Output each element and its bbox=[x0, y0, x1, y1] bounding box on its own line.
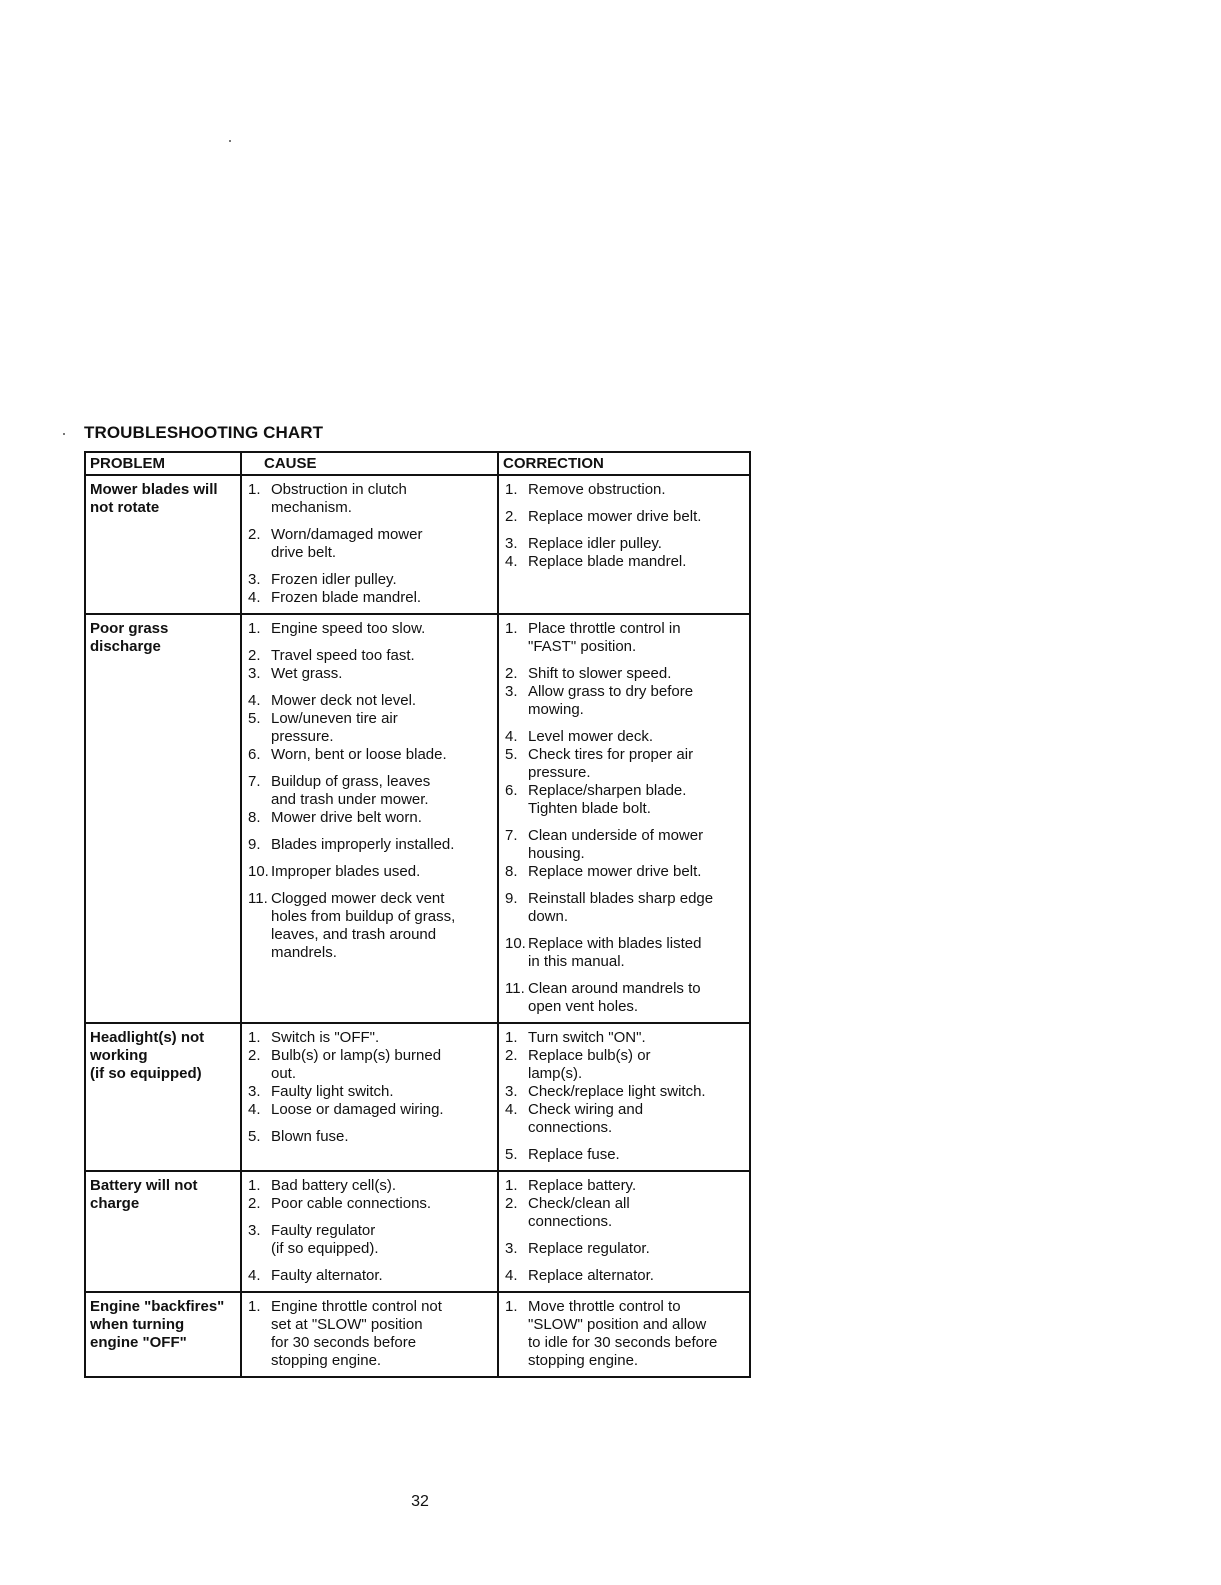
list-item bbox=[246, 890, 493, 962]
item-number: 3. bbox=[505, 683, 518, 700]
item-text: Bulb(s) or lamp(s) burned out. bbox=[271, 1047, 442, 1082]
item-text: Replace bulb(s) or lamp(s). bbox=[528, 1047, 651, 1082]
correction-cell bbox=[498, 1023, 750, 1171]
list-item bbox=[503, 728, 745, 746]
item-number: 10. bbox=[505, 935, 526, 952]
item-text: Replace with blades listed in this manual. bbox=[528, 935, 702, 970]
problem-cell bbox=[85, 475, 241, 614]
item-text: Low/uneven tire air pressure. bbox=[271, 710, 398, 745]
item-text: Frozen idler pulley. bbox=[271, 571, 397, 588]
item-text: Level mower deck. bbox=[528, 728, 654, 745]
item-number: 1. bbox=[505, 481, 518, 498]
item-number: 6. bbox=[248, 746, 261, 763]
list-item bbox=[503, 1298, 745, 1370]
item-number: 3. bbox=[505, 1240, 518, 1257]
correction-cell bbox=[498, 475, 750, 614]
list-item bbox=[503, 1195, 745, 1231]
item-text: Replace mower drive belt. bbox=[528, 508, 702, 525]
page-number: 32 bbox=[411, 1493, 429, 1510]
correction-list bbox=[503, 481, 745, 571]
item-number: 5. bbox=[505, 1146, 518, 1163]
item-number: 4. bbox=[505, 728, 518, 745]
item-number: 9. bbox=[248, 836, 261, 853]
list-item bbox=[246, 647, 493, 665]
list-item bbox=[246, 836, 493, 854]
correction-cell bbox=[498, 1292, 750, 1377]
list-item bbox=[246, 1222, 493, 1258]
item-text: Replace mower drive belt. bbox=[528, 863, 702, 880]
item-text: Check/replace light switch. bbox=[528, 1083, 706, 1100]
item-number: 6. bbox=[505, 782, 518, 799]
item-number: 2. bbox=[248, 1047, 261, 1064]
item-number: 4. bbox=[505, 1101, 518, 1118]
item-text: Faulty light switch. bbox=[271, 1083, 394, 1100]
header-problem: PROBLEM bbox=[85, 452, 241, 475]
list-item bbox=[246, 481, 493, 517]
problem-cell bbox=[85, 1171, 241, 1292]
list-item bbox=[246, 746, 493, 764]
correction-list bbox=[503, 620, 745, 1016]
item-text: Check wiring and connections. bbox=[528, 1101, 644, 1136]
list-item bbox=[246, 710, 493, 746]
list-item bbox=[503, 980, 745, 1016]
item-number: 1. bbox=[248, 1177, 261, 1194]
item-text: Buildup of grass, leaves and trash under mower. bbox=[271, 773, 431, 808]
list-item bbox=[246, 571, 493, 589]
item-text: Replace blade mandrel. bbox=[528, 553, 687, 570]
table-row bbox=[85, 1171, 750, 1292]
item-text: Engine throttle control not set at "SLOW" position for 30 seconds before stopping engine. bbox=[271, 1298, 442, 1369]
item-number: 3. bbox=[248, 571, 261, 588]
item-number: 1. bbox=[248, 1029, 261, 1046]
item-number: 1. bbox=[505, 1298, 518, 1315]
item-number: 7. bbox=[248, 773, 261, 790]
correction-list bbox=[503, 1029, 745, 1164]
item-text: Frozen blade mandrel. bbox=[271, 589, 422, 606]
list-item bbox=[503, 827, 745, 863]
item-number: 5. bbox=[248, 1128, 261, 1145]
item-number: 10. bbox=[248, 863, 269, 880]
list-item bbox=[503, 1146, 745, 1164]
item-number: 11. bbox=[505, 980, 525, 997]
item-text: Poor cable connections. bbox=[271, 1195, 432, 1212]
item-text: Replace fuse. bbox=[528, 1146, 620, 1163]
item-number: 3. bbox=[248, 1222, 261, 1239]
list-item bbox=[503, 746, 745, 782]
item-number: 8. bbox=[248, 809, 261, 826]
cause-list bbox=[246, 620, 493, 962]
list-item bbox=[246, 1267, 493, 1285]
item-number: 4. bbox=[248, 1267, 261, 1284]
list-item bbox=[503, 1267, 745, 1285]
list-item bbox=[503, 1177, 745, 1195]
item-text: Clogged mower deck vent holes from buildup of grass, leaves, and trash around mandrels. bbox=[271, 890, 456, 961]
list-item bbox=[246, 1177, 493, 1195]
item-number: 2. bbox=[248, 526, 261, 543]
item-number: 1. bbox=[248, 1298, 261, 1315]
item-text: Check tires for proper air pressure. bbox=[528, 746, 694, 781]
correction-cell bbox=[498, 614, 750, 1023]
problem-text: Mower blades will not rotate bbox=[90, 481, 218, 516]
list-item bbox=[503, 782, 745, 818]
list-item bbox=[503, 890, 745, 926]
item-number: 11. bbox=[248, 890, 268, 907]
item-number: 2. bbox=[248, 647, 261, 664]
item-number: 1. bbox=[248, 620, 261, 637]
list-item bbox=[503, 508, 745, 526]
list-item bbox=[503, 1240, 745, 1258]
list-item bbox=[246, 809, 493, 827]
item-number: 1. bbox=[505, 1029, 518, 1046]
list-item bbox=[246, 620, 493, 638]
list-item bbox=[503, 1029, 745, 1047]
problem-cell bbox=[85, 1023, 241, 1171]
item-text: Clean around mandrels to open vent holes. bbox=[528, 980, 701, 1015]
list-item bbox=[503, 481, 745, 499]
item-number: 4. bbox=[248, 589, 261, 606]
correction-list bbox=[503, 1298, 745, 1370]
item-number: 4. bbox=[248, 1101, 261, 1118]
item-text: Replace battery. bbox=[528, 1177, 637, 1194]
list-item bbox=[246, 863, 493, 881]
item-text: Replace/sharpen blade. Tighten blade bolt. bbox=[528, 782, 687, 817]
list-item bbox=[246, 1047, 493, 1083]
item-text: Loose or damaged wiring. bbox=[271, 1101, 444, 1118]
list-item bbox=[503, 665, 745, 683]
list-item bbox=[503, 935, 745, 971]
item-text: Move throttle control to "SLOW" position and allow to idle for 30 seconds before stopping engine. bbox=[528, 1298, 718, 1369]
cause-cell bbox=[241, 1292, 498, 1377]
list-item bbox=[246, 1101, 493, 1119]
item-text: Clean underside of mower housing. bbox=[528, 827, 704, 862]
correction-cell bbox=[498, 1171, 750, 1292]
list-item bbox=[246, 773, 493, 809]
header-correction: CORRECTION bbox=[498, 452, 750, 475]
item-text: Engine speed too slow. bbox=[271, 620, 426, 637]
table-row bbox=[85, 1023, 750, 1171]
item-text: Mower drive belt worn. bbox=[271, 809, 422, 826]
item-number: 4. bbox=[505, 553, 518, 570]
item-text: Worn/damaged mower drive belt. bbox=[271, 526, 423, 561]
list-item bbox=[246, 1195, 493, 1213]
problem-text: Poor grass discharge bbox=[90, 620, 169, 655]
problem-cell bbox=[85, 614, 241, 1023]
item-number: 3. bbox=[248, 1083, 261, 1100]
item-number: 8. bbox=[505, 863, 518, 880]
item-text: Improper blades used. bbox=[271, 863, 421, 880]
item-number: 3. bbox=[248, 665, 261, 682]
item-number: 2. bbox=[505, 508, 518, 525]
list-item bbox=[503, 1047, 745, 1083]
table-row bbox=[85, 475, 750, 614]
item-text: Replace alternator. bbox=[528, 1267, 654, 1284]
list-item bbox=[246, 1128, 493, 1146]
item-text: Replace idler pulley. bbox=[528, 535, 662, 552]
cause-cell bbox=[241, 1171, 498, 1292]
list-item bbox=[503, 535, 745, 553]
item-number: 1. bbox=[248, 481, 261, 498]
chart-title: TROUBLESHOOTING CHART bbox=[84, 423, 324, 442]
item-text: Remove obstruction. bbox=[528, 481, 666, 498]
list-item bbox=[503, 683, 745, 719]
item-text: Shift to slower speed. bbox=[528, 665, 672, 682]
item-text: Faulty alternator. bbox=[271, 1267, 383, 1284]
header-cause: CAUSE bbox=[241, 452, 498, 475]
item-text: Faulty regulator (if so equipped). bbox=[271, 1222, 379, 1257]
item-text: Mower deck not level. bbox=[271, 692, 417, 709]
table-body bbox=[85, 475, 750, 1377]
list-item bbox=[246, 692, 493, 710]
item-text: Bad battery cell(s). bbox=[271, 1177, 397, 1194]
item-number: 4. bbox=[505, 1267, 518, 1284]
correction-list bbox=[503, 1177, 745, 1285]
problem-text: Headlight(s) not working (if so equipped) bbox=[90, 1029, 205, 1082]
item-number: 1. bbox=[505, 1177, 518, 1194]
item-number: 5. bbox=[248, 710, 261, 727]
item-text: Turn switch "ON". bbox=[528, 1029, 646, 1046]
item-text: Blown fuse. bbox=[271, 1128, 349, 1145]
item-number: 2. bbox=[505, 665, 518, 682]
problem-cell bbox=[85, 1292, 241, 1377]
table-row bbox=[85, 614, 750, 1023]
item-text: Allow grass to dry before mowing. bbox=[528, 683, 694, 718]
item-text: Check/clean all connections. bbox=[528, 1195, 630, 1230]
table-header-row bbox=[85, 452, 750, 475]
cause-list bbox=[246, 481, 493, 607]
item-number: 5. bbox=[505, 746, 518, 763]
problem-text: Engine "backfires" when turning engine "OFF" bbox=[90, 1298, 225, 1351]
scan-speck bbox=[63, 433, 65, 435]
item-number: 3. bbox=[505, 535, 518, 552]
cause-list bbox=[246, 1298, 493, 1370]
list-item bbox=[246, 526, 493, 562]
item-number: 1. bbox=[505, 620, 518, 637]
list-item bbox=[246, 1083, 493, 1101]
troubleshooting-table bbox=[84, 451, 751, 1378]
item-text: Obstruction in clutch mechanism. bbox=[271, 481, 407, 516]
item-text: Travel speed too fast. bbox=[271, 647, 415, 664]
cause-list bbox=[246, 1177, 493, 1285]
item-text: Wet grass. bbox=[271, 665, 343, 682]
cause-cell bbox=[241, 475, 498, 614]
item-text: Worn, bent or loose blade. bbox=[271, 746, 447, 763]
list-item bbox=[503, 553, 745, 571]
item-text: Switch is "OFF". bbox=[271, 1029, 380, 1046]
list-item bbox=[246, 665, 493, 683]
cause-list bbox=[246, 1029, 493, 1146]
list-item bbox=[503, 1083, 745, 1101]
item-number: 2. bbox=[505, 1195, 518, 1212]
list-item bbox=[246, 1298, 493, 1370]
problem-text: Battery will not charge bbox=[90, 1177, 198, 1212]
cause-cell bbox=[241, 614, 498, 1023]
item-number: 4. bbox=[248, 692, 261, 709]
list-item bbox=[503, 1101, 745, 1137]
item-text: Place throttle control in "FAST" position. bbox=[528, 620, 681, 655]
item-number: 9. bbox=[505, 890, 518, 907]
list-item bbox=[246, 589, 493, 607]
item-number: 2. bbox=[505, 1047, 518, 1064]
item-text: Replace regulator. bbox=[528, 1240, 650, 1257]
item-text: Blades improperly installed. bbox=[271, 836, 455, 853]
list-item bbox=[503, 863, 745, 881]
scan-speck bbox=[229, 140, 231, 142]
item-text: Reinstall blades sharp edge down. bbox=[528, 890, 714, 925]
item-number: 7. bbox=[505, 827, 518, 844]
item-number: 3. bbox=[505, 1083, 518, 1100]
list-item bbox=[246, 1029, 493, 1047]
list-item bbox=[503, 620, 745, 656]
table-row bbox=[85, 1292, 750, 1377]
item-number: 2. bbox=[248, 1195, 261, 1212]
cause-cell bbox=[241, 1023, 498, 1171]
